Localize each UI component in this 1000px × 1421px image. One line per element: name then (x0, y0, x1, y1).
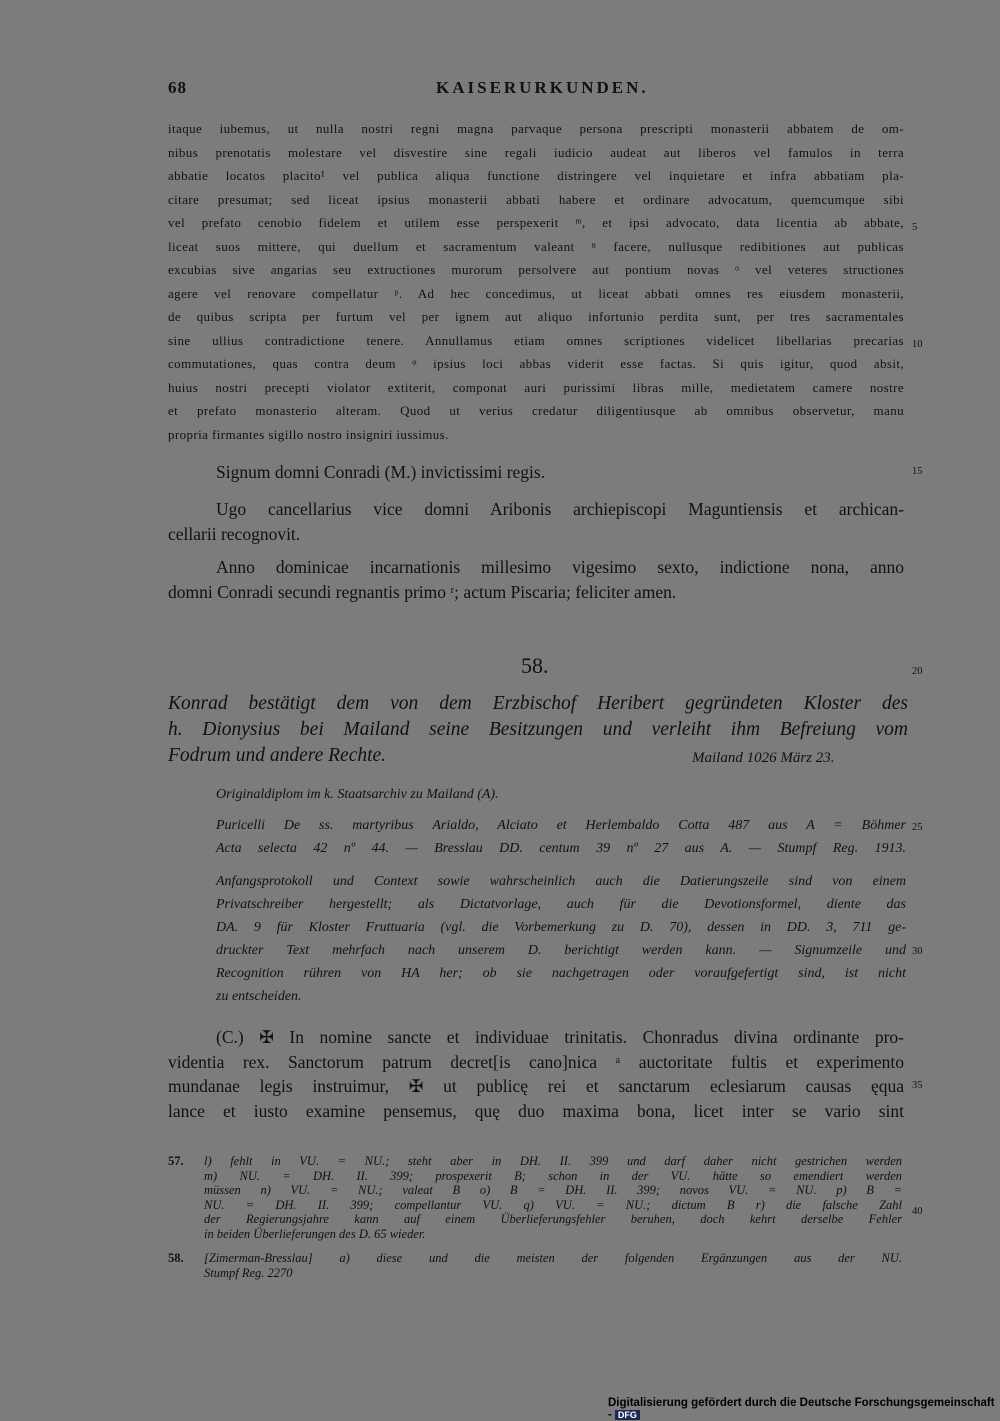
commentary-line: Recognition rühren von HA her; ob sie nachgetragen oder voraufgefertigt sind, ist nicht (216, 966, 906, 981)
body-line: liceat suos mittere, qui duellum et sacramentum valeant ⁿ facere, nullusque redibitiones aut publicas (168, 238, 904, 254)
document-text (168, 1025, 904, 1123)
document-number: 58. (521, 653, 549, 678)
line-number: 20 (912, 666, 923, 677)
line-number: 10 (912, 339, 923, 350)
footnote-line: NU. = DH. II. 399; compellantur VU. q) VU. = NU.; dictum B r) die falsche Zahl (204, 1197, 902, 1212)
commentary-line: druckter Text mehrfach nach unserem D. berichtigt werden kann. — Signumzeile und (216, 943, 906, 958)
recognition (168, 497, 904, 546)
title-line: Konrad bestätigt dem von dem Erzbischof Heribert gegründeten Kloster des (168, 693, 908, 714)
footnote-line: der Regierungsjahre kann auf einem Überlieferungsfehler beruhen, doch kehrt derselbe Fehler (204, 1212, 902, 1226)
line-number: 30 (912, 946, 923, 957)
dating (168, 555, 904, 604)
footnote-line: m) NU. = DH. II. 399; prospexerit B; schon in der VU. hätte so emendiert werden (204, 1168, 902, 1183)
body-line: propria firmantes sigillo nostro insigniri iussimus. (168, 426, 449, 442)
page-number: 68 (168, 78, 187, 97)
body-line: commutationes, quas contra deum ᵠ ipsius loci abbas viderit esse factas. Si quis igitur, quod absit, (168, 356, 904, 371)
dating-line: domni Conradi secundi regnantis primo ʳ; actum Piscaria; feliciter amen. (168, 581, 677, 602)
editions-line: Acta selecta 42 nº 44. — Bresslau DD. centum 39 nº 27 aus A. — Stumpf Reg. 1913. (216, 841, 906, 856)
recognition-line: Ugo cancellarius vice domni Aribonis archiepiscopi Maguntiensis et archican- (216, 499, 904, 519)
commentary-line: DA. 9 für Kloster Fruttuaria (vgl. die Vorbemerkung zu D. 70), dessen in DD. 3, 711 ge- (216, 920, 906, 935)
body-line: abbatie locatos placito¹ vel publica aliqua functione distringere vel inquietare et infra abbatiam pla- (168, 168, 904, 183)
recognition-line: cellarii recognovit. (168, 523, 301, 544)
commentary-line: Anfangsprotokoll und Context sowie wahrscheinlich auch die Datierungszeile sind von einem (216, 874, 906, 889)
body-line: citare presumat; sed liceat ipsius monasterii abbati habere et ordinare advocatum, quemcumque sibi (168, 191, 904, 207)
commentary-line: zu entscheiden. (216, 989, 302, 1004)
running-title: KAISERURKUNDEN. (436, 78, 649, 97)
editions (216, 814, 906, 860)
dfg-logo: DFG (615, 1410, 640, 1420)
line-number: 25 (912, 822, 923, 833)
commentary-line: Privatschreiber hergestellt; als Dictatvorlage, auch für die Devotionsformel, diente das (216, 897, 906, 912)
body-line: excubias sive angarias seu extructiones murorum persolvere aut pontium novas ᵒ vel veteres structiones (168, 262, 904, 277)
funding-footer (608, 1397, 1000, 1421)
place-date: Mailand 1026 März 23. (692, 750, 835, 766)
text-line: (C.) ✠ In nomine sancte et individuae trinitatis. Chonradus divina ordinante pro- (216, 1027, 904, 1047)
footnote-label: 57. (168, 1154, 184, 1168)
title-line: h. Dionysius bei Mailand seine Besitzungen und verleiht ihm Befreiung vom (168, 719, 908, 740)
footnote-line: Stumpf Reg. 2270 (204, 1265, 293, 1280)
body-line: vel prefato cenobio fidelem et utilem esse perspexerit ᵐ, et ipsi advocato, data licentia ab abbate, (168, 215, 904, 230)
text-line: mundanae legis instruimur, ✠ ut publicę rei et sanctarum eclesiarum causas ęqua (168, 1076, 904, 1096)
footnote-line: in beiden Überlieferungen des D. 65 wieder. (204, 1226, 426, 1241)
footnote-label: 58. (168, 1251, 184, 1265)
body-line: et prefato monasterio alteram. Quod ut verius credatur diligentiusque ab omnibus observetur, manu (168, 403, 904, 418)
text-line: lance et iusto examine pensemus, quę duo maxima bona, licet inter se vario sint (168, 1100, 904, 1121)
text-line: videntia rex. Sanctorum patrum decret[is cano]nica ᵃ auctoritate fultis et experimento (168, 1051, 904, 1072)
body-line: agere vel renovare compellatur ᵖ. Ad hec concedimus, ut liceat abbati omnes res eiusdem monasterii, (168, 285, 904, 301)
line-number: 15 (912, 466, 923, 477)
signum-line: Signum domni Conradi (M.) invictissimi regis. (216, 462, 546, 482)
footnote-line: müssen n) VU. = NU.; valeat B o) B = DH. II. 399; novos VU. = NU. p) B = (204, 1183, 902, 1197)
body-line: sine ullius contradictione tenere. Annullamus etiam omnes scriptiones videlicet libellarias precarias (168, 332, 904, 348)
footnote-line: [Zimerman-Bresslau] a) diese und die meisten der folgenden Ergänzungen aus der NU. (204, 1251, 902, 1265)
source-note: Originaldiplom im k. Staatsarchiv zu Mailand (A). (216, 787, 499, 802)
line-number: 40 (912, 1206, 923, 1217)
footnote-line: l) fehlt in VU. = NU.; steht aber in DH. II. 399 und darf daher nicht gestrichen werden (204, 1154, 902, 1168)
body-line: nibus prenotatis molestare vel disvestire sine regali iudicio audeat aut liberos vel famulos in terra (168, 144, 904, 160)
body-line: de quibus scripta per furtum vel per ignem aut aliquo infortunio perdita sunt, per tres sacramentales (168, 309, 904, 324)
line-number: 5 (912, 222, 918, 233)
body-line: itaque iubemus, ut nulla nostri regni magna parvaque persona prescripti monasterii abbatem de om- (168, 121, 904, 136)
footnotes-57 (168, 1154, 902, 1241)
editions-line: Puricelli De ss. martyribus Arialdo, Alciato et Herlembaldo Cotta 487 aus A = Böhmer (216, 818, 906, 833)
dating-line: Anno dominicae incarnationis millesimo vigesimo sexto, indictione nona, anno (216, 557, 904, 577)
line-number: 35 (912, 1080, 923, 1091)
body-line: huius nostri precepti violator extiterit, componat auri purissimi libras mille, medietatem camere nostre (168, 379, 904, 395)
commentary (216, 870, 906, 1008)
title-line: Fodrum und andere Rechte. (168, 745, 387, 766)
footnotes-58 (168, 1251, 902, 1280)
body-text (168, 117, 904, 446)
footer-text: Digitalisierung gefördert durch die Deutsche Forschungsgemeinschaft - (608, 1397, 995, 1421)
